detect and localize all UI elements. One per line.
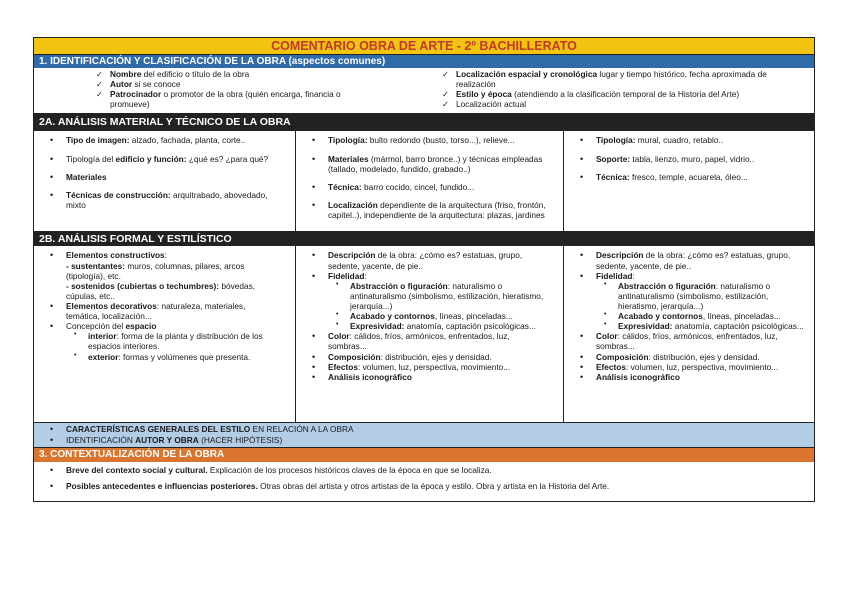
- checklist-right-column: [434, 69, 814, 109]
- architecture-formal-column: [34, 246, 296, 422]
- sculpture-formal-column: [296, 246, 564, 422]
- list-item: • Análisis iconográfico: [578, 372, 806, 382]
- list-item: • Composición: distribución, ejes y densidad.: [578, 352, 806, 362]
- list-item: • Efectos: volumen, luz, perspectiva, movimiento...: [310, 362, 545, 372]
- list-item: • Breve del contexto social y cultural. Explicación de los procesos históricos claves de la época en que se localiza.: [48, 465, 814, 475]
- section-2b-heading: 2B. ANÁLISIS FORMAL Y ESTILÍSTICO: [34, 232, 814, 246]
- list-item: • Color: cálidos, fríos, armónicos, enfrentados, luz, sombras...: [310, 331, 545, 351]
- checklist-item: ✓ Autor si se conoce: [96, 79, 181, 90]
- list-item: • Elementos decorativos: naturaleza, materiales, temática, localización...: [48, 301, 281, 321]
- checklist-item: ✓ Patrocinador o promotor de la obra (quién encarga, financia o promueve): [96, 89, 341, 110]
- sub-item: • Abstracción o figuración: naturalismo o antinaturalismo (simbolismo, estilización, hieratismo, jerarquía...): [596, 281, 806, 311]
- sub-item: • interior: forma de la planta y distribución de los espacios interiores.: [66, 331, 281, 351]
- check-icon: ✓: [96, 79, 103, 90]
- document-title: COMENTARIO OBRA DE ARTE - 2º BACHILLERATO: [34, 38, 814, 55]
- list-item: • Fidelidad: • Abstracción o figuración: naturalismo o antinaturalismo (simbolismo, estilización, hieratismo, jerarquía...) • Acabado y contornos, líneas, pinceladas... • Expresividad: anatomía, captación psicológicas...: [310, 271, 545, 332]
- sub-item: • Expresividad: anatomía, captación psicológicas...: [596, 321, 806, 331]
- list-item: • Materiales: [48, 172, 291, 182]
- sculpture-column: [296, 131, 564, 231]
- list-item: • Descripción de la obra: ¿cómo es? estatuas, grupo, sedente, yacente, de pie..: [310, 250, 545, 270]
- checklist-item: ✓ Nombre del edificio o título de la obra: [96, 69, 250, 79]
- section-1-checklist: [34, 68, 814, 114]
- section-2a-heading: 2A. ANÁLISIS MATERIAL Y TÉCNICO DE LA OBRA: [34, 114, 814, 131]
- list-item: • Tipología: mural, cuadro, retablo..: [578, 135, 810, 145]
- section-2a-grid: [34, 131, 814, 232]
- art-commentary-sheet: [33, 37, 815, 502]
- list-item: • Color: cálidos, fríos, armónicos, enfrentados, luz, sombras...: [578, 331, 806, 351]
- list-item: • Técnicas de construcción: arquitrabado, abovedado, mixto: [48, 190, 291, 210]
- list-item: • Técnica: barro cocido, cincel, fundido...: [310, 182, 559, 192]
- list-item: • Posibles antecedentes e influencias posteriores. Otras obras del artista y otros artistas de la época y estilo. Obra y artista en la Historia del Arte.: [48, 481, 814, 491]
- style-summary-band: [34, 423, 814, 447]
- sub-item: • Expresividad: anatomía, captación psicológicas...: [328, 321, 545, 331]
- checklist-item: ✓ Localización actual: [442, 99, 527, 110]
- supporting-elements: - sustentantes: muros, columnas, pilares, arcos (tipología), etc.: [66, 260, 245, 281]
- list-item: • Materiales (mármol, barro bronce..) y técnicas empleadas (tallado, modelado, fundido, grabado..): [310, 154, 559, 174]
- supported-elements: - sostenidos (cubiertas o techumbres): bóvedas, cúpulas, etc..: [66, 280, 256, 301]
- list-item: • IDENTIFICACIÓN AUTOR Y OBRA (HACER HIPÓTESIS): [48, 435, 814, 445]
- list-item: • Análisis iconográfico: [310, 372, 545, 382]
- list-item: • Elementos constructivos: - sustentantes: muros, columnas, pilares, arcos (tipología), etc. - sostenidos (cubiertas o techumbres): bóvedas, cúpulas, etc..: [48, 250, 281, 301]
- architecture-column: [34, 131, 296, 231]
- check-icon: ✓: [96, 89, 103, 100]
- list-item: • Descripción de la obra: ¿cómo es? estatuas, grupo, sedente, yacente, de pie..: [578, 250, 806, 270]
- list-item: • Soporte: tabla, lienzo, muro, papel, vidrio..: [578, 154, 810, 164]
- painting-formal-column: [564, 246, 814, 422]
- list-item: • Composición: distribución, ejes y densidad.: [310, 352, 545, 362]
- list-item: • Tipología del edificio y función: ¿qué es? ¿para qué?: [48, 154, 291, 164]
- list-item: • Efectos: volumen, luz, perspectiva, movimiento...: [578, 362, 806, 372]
- painting-column: [564, 131, 814, 231]
- checklist-item: ✓ Localización espacial y cronológica lugar y tiempo histórico, fecha aproximada de realización: [442, 69, 767, 90]
- check-icon: ✓: [442, 69, 449, 79]
- checklist-left-column: [34, 69, 434, 109]
- sub-item: • exterior: formas y volúmenes que presenta.: [66, 352, 281, 362]
- checklist-item: ✓ Estilo y época (atendiendo a la clasificación temporal de la Historia del Arte): [442, 89, 740, 100]
- list-item: • Tipo de imagen: alzado, fachada, planta, corte..: [48, 135, 291, 145]
- sub-item: • Abstracción o figuración: naturalismo o antinaturalismo (simbolismo, estilización, hieratismo, jerarquía...): [328, 281, 545, 311]
- list-item: • Fidelidad: • Abstracción o figuración: naturalismo o antinaturalismo (simbolismo, estilización, hieratismo, jerarquía...) • Acabado y contornos, líneas, pinceladas... • Expresividad: anatomía, captación psicológicas...: [578, 271, 806, 332]
- list-item: • Tipología: bulto redondo (busto, torso...), relieve...: [310, 135, 559, 145]
- section-3-heading: 3. CONTEXTUALIZACIÓN DE LA OBRA: [34, 448, 814, 462]
- sub-item: • Acabado y contornos, líneas, pinceladas...: [328, 311, 545, 321]
- list-item: • Localización dependiente de la arquitectura (friso, frontón, capitel..), independiente de la arquitectura: plazas, jardines: [310, 200, 559, 220]
- list-item: • Concepción del espacio • interior: forma de la planta y distribución de los espacios interiores. • exterior: formas y volúmenes que presenta.: [48, 321, 281, 361]
- check-icon: ✓: [442, 89, 449, 100]
- section-2b-grid: [34, 246, 814, 423]
- section-3-content: [34, 462, 814, 501]
- list-item: • CARACTERÍSTICAS GENERALES DEL ESTILO EN RELACIÓN A LA OBRA: [48, 424, 814, 434]
- list-item: • Técnica: fresco, temple, acuarela, óleo...: [578, 172, 810, 182]
- sub-item: • Acabado y contornos, líneas, pinceladas...: [596, 311, 806, 321]
- check-icon: ✓: [96, 69, 103, 79]
- section-1-heading: 1. IDENTIFICACIÓN Y CLASIFICACIÓN DE LA OBRA (aspectos comunes): [34, 55, 814, 68]
- check-icon: ✓: [442, 99, 449, 110]
